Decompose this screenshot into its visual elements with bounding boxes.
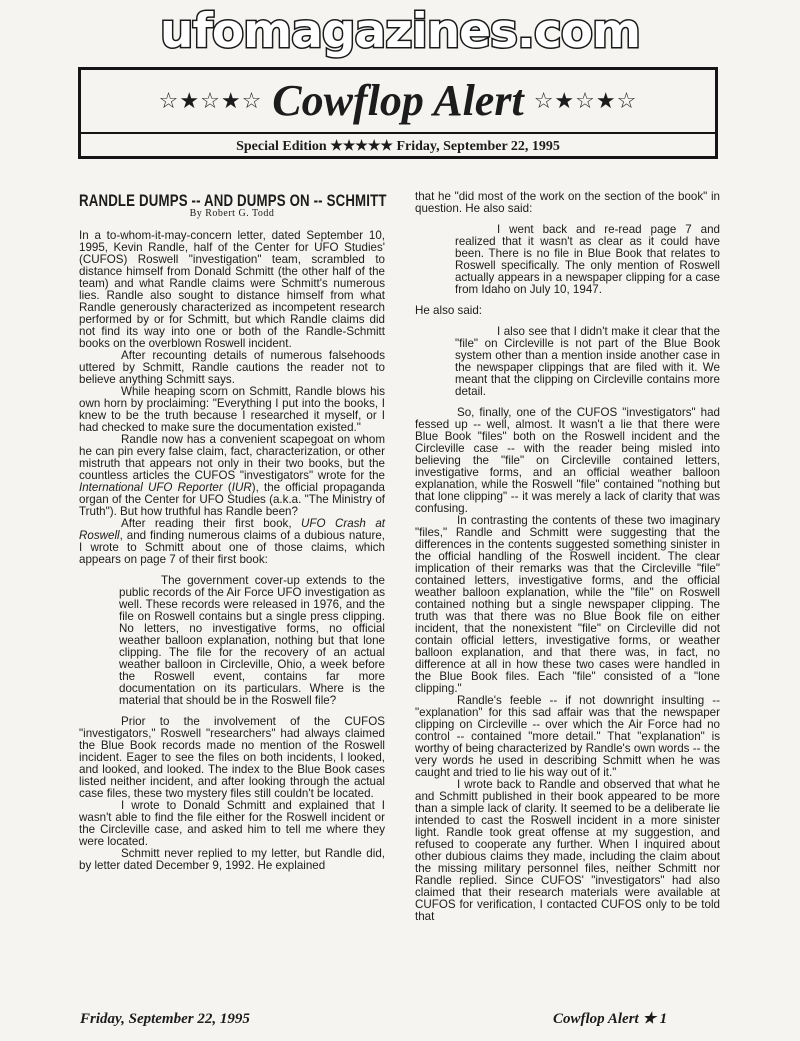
watermark: ufomagazines.com: [159, 4, 640, 59]
quote-text: The government cover-up extends to the public records of the Air Force UFO investigation as well. These records were released in 1976, and the file on Roswell contains but a single press clipping. No letters, no investigative forms, no official weather balloon explanation, nothing but that lone clipping. The file for the recovery of an actual weather balloon in Circleville, Ohio, a week before the Roswell event, contains far more documentation on its particulars. Where is the material that should be in the Roswell file?: [119, 574, 385, 707]
stars-right-icon: ☆★☆★☆: [533, 88, 638, 114]
paragraph: In a to-whom-it-may-concern letter, dated September 10, 1995, Kevin Randle, half of the Center for UFO Studies' (CUFOS) Roswell "investigation" team, scrambled to distance himself from Donald Schmitt (the other half of the team) and what Randle claims were Schmitt's numerous lies. Randle also sought to distance himself from what Randle generously characterized as incompetent research performed by or for Schmitt, but which Randle claims did not find its way into one or both of the Randle-Schmitt books on the overblown Roswell incident.: [79, 229, 385, 350]
stars-left-icon: ☆★☆★☆: [158, 88, 263, 114]
paragraph: While heaping scorn on Schmitt, Randle blows his own horn by proclaiming: "Everything I put into the books, I knew to be the truth because I researched it myself, or I had checked to make sure the documentation existed.": [79, 385, 385, 434]
paragraph: He also said:: [415, 304, 483, 317]
text: (: [222, 481, 232, 494]
paragraph: So, finally, one of the CUFOS "investigators" had fessed up -- well, almost. It wasn't a lie that there were Blue Book "files" both on the Roswell incident and the Circleville case -- with the reader being misled into believing the "file" on Circleville contained letters, investigative forms, and an official weather balloon explanation, while the Roswell "file" contained "nothing but that lone clipping" -- it was merely a lack of clarity that was confusing.: [415, 406, 720, 515]
text: , and finding numerous claims of a dubious nature, I wrote to Schmitt about one of those claims, which appears on page 7 of their first book:: [79, 529, 385, 566]
text: Randle now has a convenient scapegoat on whom he can pin every false claim, fact, characterization, or other mistruth that appears not only in their two books, but the countless articles the CUFOS "investigators" wrote for the: [79, 433, 385, 482]
block-quote: [119, 575, 385, 707]
quote-text: I went back and re-read page 7 and realized that it wasn't as clear as it could have been. There is no file in Blue Book that relates to Roswell specifically. The only mention of Roswell actually appears in a newspaper clipping for a case from Idaho on July 10, 1947.: [455, 223, 720, 296]
masthead: [78, 67, 718, 159]
paragraph: I wrote back to Randle and observed that what he and Schmitt published in their book appeared to be more than a simple lack of clarity. It seemed to be a deliberate lie intended to cast the Roswell incident in a more sinister light. Randle took great offense at my suggestion, and refused to cooperate any further. When I inquired about other dubious claims they made, including the claim about the missing military personnel files, neither Schmitt nor Randle replied. Since CUFOS' "investigators" had also claimed that their research materials were available at CUFOS for verification, I contacted CUFOS only to be told that: [415, 778, 720, 923]
paragraph: After recounting details of numerous falsehoods uttered by Schmitt, Randle cautions the reader not to believe anything Schmitt says.: [79, 349, 385, 386]
newsletter-title: Cowflop Alert: [272, 76, 524, 125]
left-column: [79, 191, 387, 872]
paragraph: [79, 518, 385, 566]
book-title: UFO Crash at Roswell: [79, 517, 386, 542]
footer-page-number: Cowflop Alert ★ 1: [553, 1011, 668, 1027]
publication-abbrev: IUR: [231, 481, 252, 494]
paragraph: I wrote to Donald Schmitt and explained that I wasn't able to find the file either for the Roswell incident or the Circleville case, and asked him to tell me where they were located.: [79, 799, 385, 848]
paragraph: that he "did most of the work on the section of the book" in question. He also said:: [415, 190, 720, 215]
block-quote: [455, 224, 720, 296]
masthead-title-row: [81, 70, 715, 134]
paragraph: Randle's feeble -- if not downright insulting -- "explanation" for this sad affair was that the newspaper clipping on Circleville -- over which the Air Force had no control -- contained "more detail." That "explanation" is worthy of being characterized by Randle's own words -- the very words he used in describing Schmitt when he was caught and tried to lie his way out of it.": [415, 694, 720, 779]
paragraph: Prior to the involvement of the CUFOS "investigators," Roswell "researchers" had always claimed the Blue Book records made no mention of the Roswell incident. Eager to see the files on both incidents, I looked, and looked, and looked. The index to the Blue Book cases listed neither incident, and after looking through the actual case files, these two mystery files still couldn't be located.: [79, 715, 385, 800]
paragraph: Schmitt never replied to my letter, but Randle did, by letter dated December 9, 1992. He explained: [79, 847, 385, 872]
right-column: [415, 191, 720, 923]
publication-title: International UFO Reporter: [79, 481, 223, 494]
paragraph: In contrasting the contents of these two imaginary "files," Randle and Schmitt were suggesting that the differences in the contents suggested something sinister in the official handling of the Roswell incident. The clear implication of their remarks was that the Circleville "file" contained letters, investigative forms, and the official weather balloon explanation, while the "file" on Roswell contained nothing but a single newspaper clipping. The truth was that there was no Blue Book file on either incident, that the nonexistent "file" on Circleville did not contain official letters, investigative forms, or weather balloon explanation, and that there was, in fact, no difference at all in how these two cases were handled in the Blue Book files. Each "file" consisted of a "lone clipping.": [415, 514, 720, 695]
article-headline: RANDLE DUMPS -- AND DUMPS ON -- SCHMITT: [79, 191, 387, 210]
quote-text: I also see that I didn't make it clear that the "file" on Circleville is not part of the Blue Book system other than a mention inside another case in the newspaper clippings that are filed with it. We meant that the clipping on Circleville contains more detail.: [455, 325, 720, 398]
text: ), the official propaganda organ of the Center for UFO Studies (a.k.a. "The Ministry of Truth"). But how truthful has Randle been?: [79, 481, 385, 518]
paragraph: [79, 434, 385, 518]
edition-line: Special Edition ★★★★★ Friday, September 22, 1995: [236, 138, 560, 154]
byline: By Robert G. Todd: [189, 208, 275, 219]
text: After reading their first book,: [121, 517, 302, 530]
block-quote: [455, 326, 720, 398]
footer-date: Friday, September 22, 1995: [80, 1011, 250, 1027]
